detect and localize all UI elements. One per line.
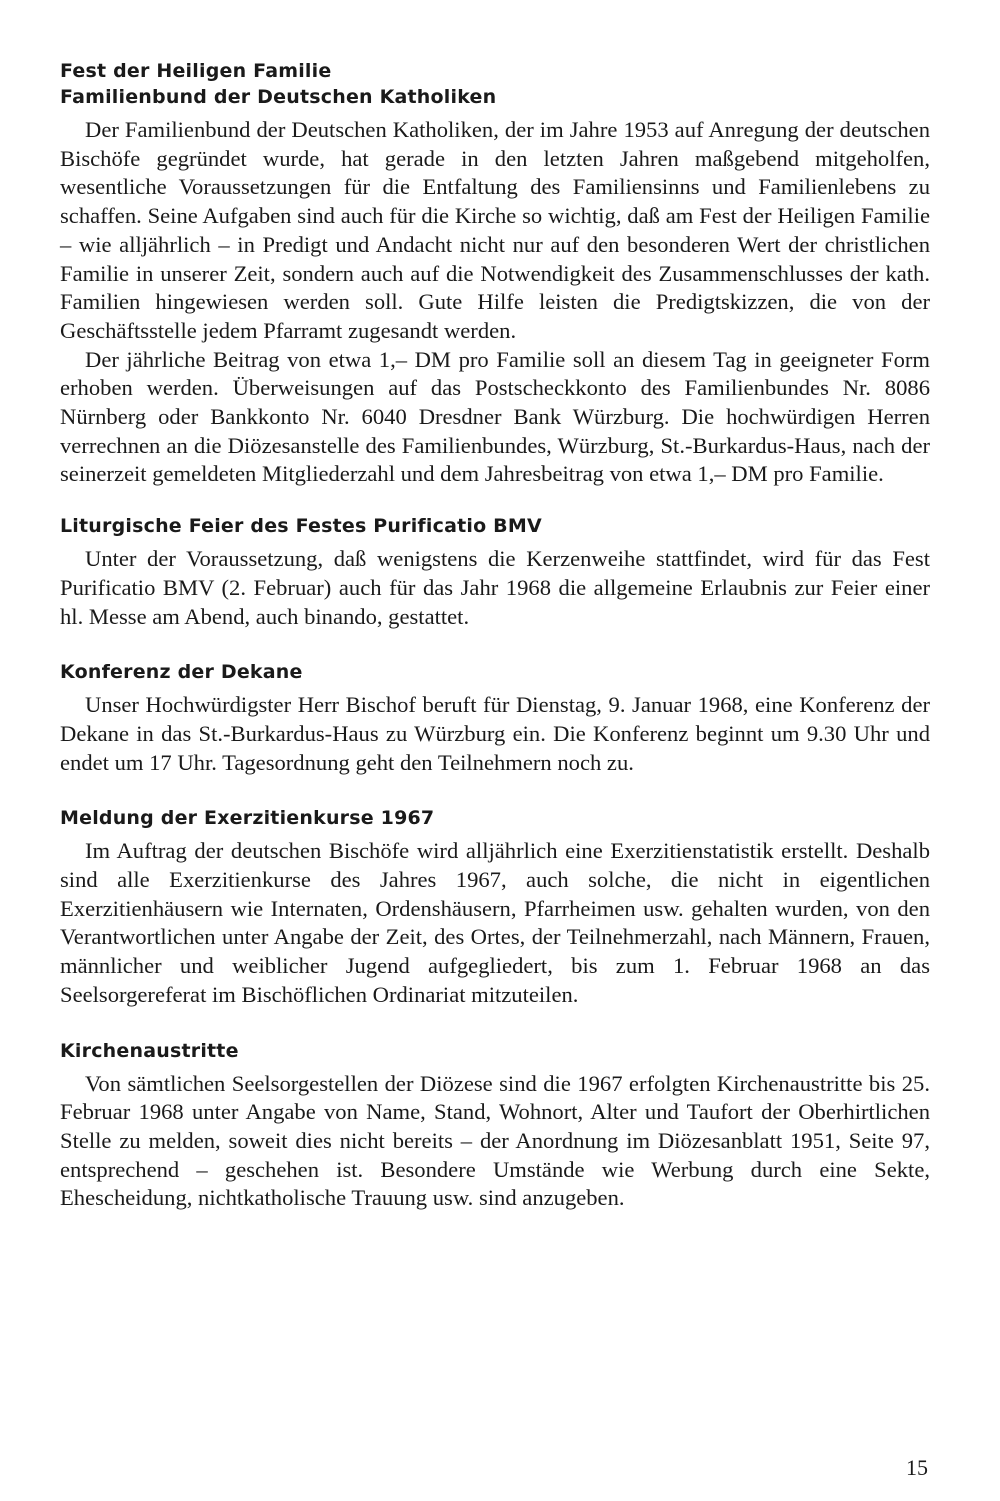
section-purificatio xyxy=(60,513,930,631)
paragraph: Von sämtlichen Seelsorgestellen der Diözese sind die 1967 erfolgten Kirchenaustritte bis 25. Februar 1968 unter Angabe von Name, Stand, Wohnort, Alter und Taufort der Oberhirtlichen Stelle zu melden, soweit dies nicht bereits – der Anordnung im Diözesanblatt 1951, Seite 97, entsprechend – geschehen ist. Besondere Umstände wie Werbung durch eine Sekte, Ehescheidung, nichtkatholische Trauung usw. sind anzugeben. xyxy=(60,1070,930,1211)
section-title: Konferenz der Dekane xyxy=(60,661,303,684)
section-exerzitienkurse xyxy=(60,805,930,1009)
section-title: Fest der Heiligen Familie xyxy=(60,60,332,82)
section-subtitle: Familienbund der Deutschen Katholiken xyxy=(60,86,497,108)
paragraph: Der jährliche Beitrag von etwa 1,– DM pro Familie soll an diesem Tag in geeigneter Form erhoben werden. Überweisungen auf das Postscheckkonto des Familienbundes Nr. 8086 Nürnberg oder Bankkonto Nr. 6040 Dresdner Bank Würzburg. Die hochwürdigen Herren verrechnen an die Diözesanstelle des Familienbundes, Würzburg, St.-Burkardus-Haus, nach der seinerzeit gemeldeten Mitgliederzahl und dem Jahresbeitrag von etwa 1,– DM pro Familie. xyxy=(60,346,930,487)
section-title: Kirchenaustritte xyxy=(60,1039,239,1062)
paragraph: Im Auftrag der deutschen Bischöfe wird alljährlich eine Exerzitienstatistik erstellt. Deshalb sind alle Exerzitienkurse des Jahres 1967, auch solche, die nicht in eigentlichen Exerzitienhäusern wie Internaten, Ordenshäusern, Pfarrheimen usw. gehalten wurden, von den Verantwortlichen unter Angabe der Zeit, des Ortes, der Teilnehmerzahl, nach Männern, Frauen, männlicher und weiblicher Jugend aufgegliedert, bis zum 1. Februar 1968 an das Seelsorgereferat im Bischöflichen Ordinariat mitzuteilen. xyxy=(60,838,930,1007)
document-page xyxy=(60,58,930,1241)
section-kirchenaustritte xyxy=(60,1038,930,1214)
paragraph: Unter der Voraussetzung, daß wenigstens die Kerzenweihe stattfindet, wird für das Fest Purificatio BMV (2. Februar) auch für das Jahr 1968 die allgemeine Erlaubnis zur Feier einer hl. Messe am Abend, auch binando, gestattet. xyxy=(60,546,930,629)
section-title: Liturgische Feier des Festes Purificatio BMV xyxy=(60,515,542,538)
paragraph: Unser Hochwürdigster Herr Bischof beruft für Dienstag, 9. Januar 1968, eine Konferenz der Dekane in das St.-Burkardus-Haus zu Würzburg ein. Die Konferenz beginnt um 9.30 Uhr und endet um 17 Uhr. Tagesordnung geht den Teilnehmern noch zu. xyxy=(60,692,930,775)
section-heilige-familie xyxy=(60,58,930,489)
section-title: Meldung der Exerzitienkurse 1967 xyxy=(60,807,435,830)
page-number: 15 xyxy=(906,1455,928,1480)
section-konferenz-dekane xyxy=(60,659,930,777)
paragraph: Der Familienbund der Deutschen Katholiken, der im Jahre 1953 auf Anregung der deutschen Bischöfe gegründet wurde, hat gerade in den letzten Jahren maßgebend mitgeholfen, wesentliche Voraussetzungen für die Entfaltung des Familiensinns und Familienlebens zu schaffen. Seine Aufgaben sind auch für die Kirche so wichtig, daß am Fest der Heiligen Familie – wie alljährlich – in Predigt und Andacht nicht nur auf den besonderen Wert der christlichen Familie in unserer Zeit, sondern auch auf die Notwendigkeit des Zusammenschlusses der kath. Familien hingewiesen werden soll. Gute Hilfe leisten die Predigtskizzen, die von der Geschäftsstelle jedem Pfarramt zugesandt werden. xyxy=(60,117,930,343)
